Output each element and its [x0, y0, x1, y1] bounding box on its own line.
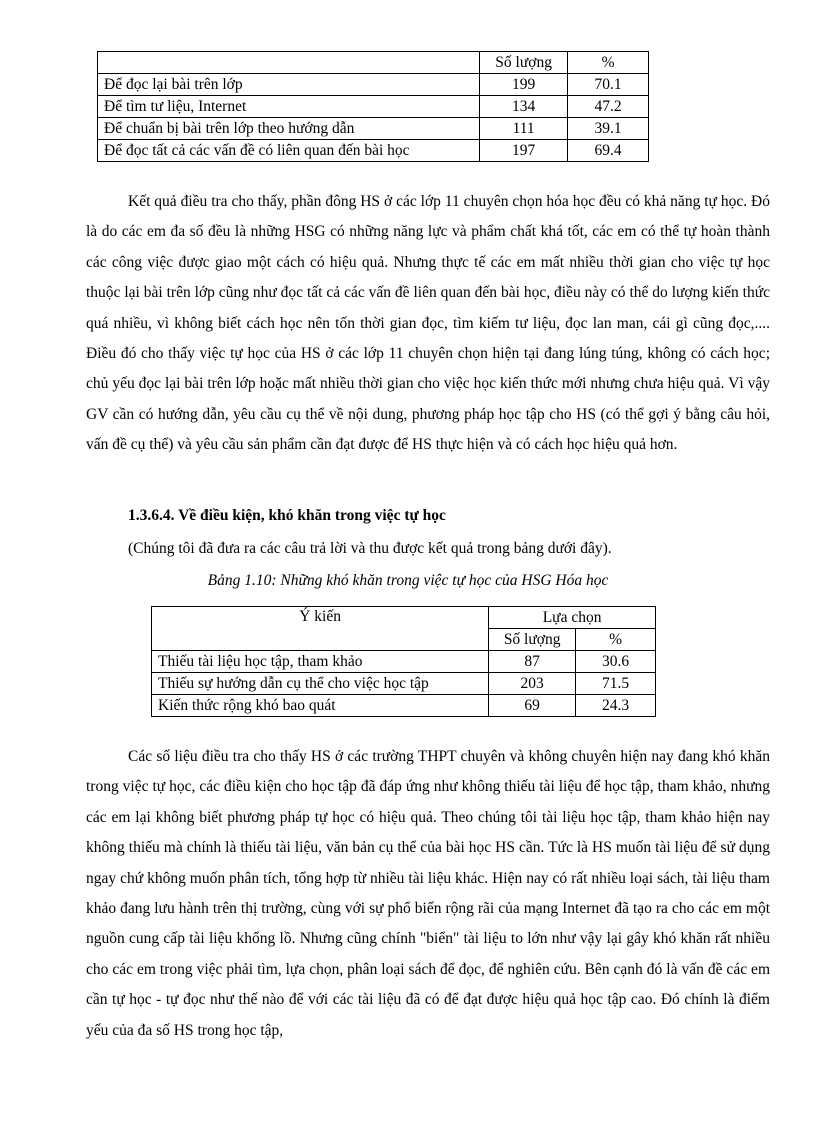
table-cell: Kiến thức rộng khó bao quát — [152, 695, 489, 717]
table-header-cell: % — [576, 629, 656, 651]
table-header-cell: Lựa chọn — [489, 607, 656, 629]
section-note: (Chúng tôi đã đưa ra các câu trả lời và thu được kết quả trong bảng dưới đây). — [128, 540, 612, 557]
table-cell: 111 — [480, 118, 568, 140]
table-cell: 47.2 — [568, 96, 649, 118]
table-header-cell: Số lượng — [489, 629, 576, 651]
table-cell: 69.4 — [568, 140, 649, 162]
table-cell: Để đọc tất cả các vấn đề có liên quan đến bài học — [98, 140, 480, 162]
table-row — [98, 118, 649, 140]
table-cell: 134 — [480, 96, 568, 118]
self-study-purpose-table — [97, 51, 649, 162]
difficulties-table — [151, 606, 656, 717]
table-header-cell — [98, 52, 480, 74]
table-cell: 39.1 — [568, 118, 649, 140]
table-header-cell: Ý kiến — [152, 607, 489, 651]
section-heading: 1.3.6.4. Về điều kiện, khó khăn trong việc tự học — [128, 507, 446, 524]
table-cell: 24.3 — [576, 695, 656, 717]
table-cell: 69 — [489, 695, 576, 717]
table-row — [98, 74, 649, 96]
table-cell: Để đọc lại bài trên lớp — [98, 74, 480, 96]
table-cell: Để chuẩn bị bài trên lớp theo hướng dẫn — [98, 118, 480, 140]
table-caption: Bảng 1.10: Những khó khăn trong việc tự học của HSG Hóa học — [207, 572, 609, 589]
table-row — [152, 651, 656, 673]
table-header-row — [98, 52, 649, 74]
body-paragraph-1 — [86, 187, 770, 461]
table-cell: Thiếu tài liệu học tập, tham khảo — [152, 651, 489, 673]
table-row — [98, 140, 649, 162]
table-row — [152, 673, 656, 695]
table-row — [98, 96, 649, 118]
table-cell: Để tìm tư liệu, Internet — [98, 96, 480, 118]
table-row — [152, 695, 656, 717]
paragraph-text: Kết quả điều tra cho thấy, phần đông HS ở các lớp 11 chuyên chọn hóa học đều có khả năng tự học. Đó là do các em đa số đều là những HSG có những năng lực và phẩm chất khá tốt, các em có thể tự hoàn thành các công việc được giao một cách có hiệu quả. Nhưng thực tế các em mất nhiều thời gian cho việc tự học thuộc lại bài trên lớp cũng như đọc tất cả các vấn đề liên quan đến bài học, điều này có thể do lượng kiến thức quá nhiều, vì không biết cách học nên tốn thời gian đọc, tìm kiếm tư liệu, đọc lan man, cái gì cũng đọc,.... Điều đó cho thấy việc tự học của HS ở các lớp 11 chuyên chọn hiện tại đang lúng túng, không có cách học; chủ yếu đọc lại bài trên lớp hoặc mất nhiều thời gian cho việc học kiến thức mới nhưng chưa hiệu quả. Vì vậy GV cần có hướng dẫn, yêu cầu cụ thể về nội dung, phương pháp học tập cho HS (có thể gợi ý bằng câu hỏi, vấn đề cụ thể) và yêu cầu sản phẩm cần đạt được để HS thực hiện và có cách học hiệu quả hơn. — [86, 193, 770, 454]
table-cell: 199 — [480, 74, 568, 96]
table-header-cell: % — [568, 52, 649, 74]
table-cell: 70.1 — [568, 74, 649, 96]
table-cell: 71.5 — [576, 673, 656, 695]
table-cell: 197 — [480, 140, 568, 162]
table-cell: 30.6 — [576, 651, 656, 673]
table-cell: Thiếu sự hướng dẫn cụ thể cho việc học tập — [152, 673, 489, 695]
table-header-cell: Số lượng — [480, 52, 568, 74]
table-cell: 87 — [489, 651, 576, 673]
table-header-row — [152, 607, 656, 629]
paragraph-text: Các số liệu điều tra cho thấy HS ở các trường THPT chuyên và không chuyên hiện nay đang khó khăn trong việc tự học, các điều kiện cho học tập đã đáp ứng như không thiếu tài liệu để học tập, tham khảo, nhưng các em lại không biết phương pháp tự học có hiệu quả. Theo chúng tôi tài liệu học tập, tham khảo hiện nay không thiếu mà chính là thiếu tài liệu, văn bản cụ thể của bài học HS cần. Tức là HS muốn tài liệu để sử dụng ngay chứ không muốn phân tích, tổng hợp từ nhiều tài liệu khác. Hiện nay có rất nhiều loại sách, tài liệu tham khảo đang lưu hành trên thị trường, cùng với sự phổ biến rộng rãi của mạng Internet đã tạo ra cho các em một nguồn cung cấp tài liệu khổng lồ. Nhưng cũng chính "biển" tài liệu to lớn như vậy lại gây khó khăn rất nhiều cho các em trong việc phải tìm, lựa chọn, phân loại sách để đọc, để nghiên cứu. Bên cạnh đó là vấn đề các em cần tự học - tự đọc như thế nào để với các tài liệu đã có để đạt được hiệu quả học tập cao. Đó chính là điểm yếu của đa số HS trong học tập, — [86, 748, 770, 1039]
table-cell: 203 — [489, 673, 576, 695]
body-paragraph-2 — [86, 742, 770, 1046]
